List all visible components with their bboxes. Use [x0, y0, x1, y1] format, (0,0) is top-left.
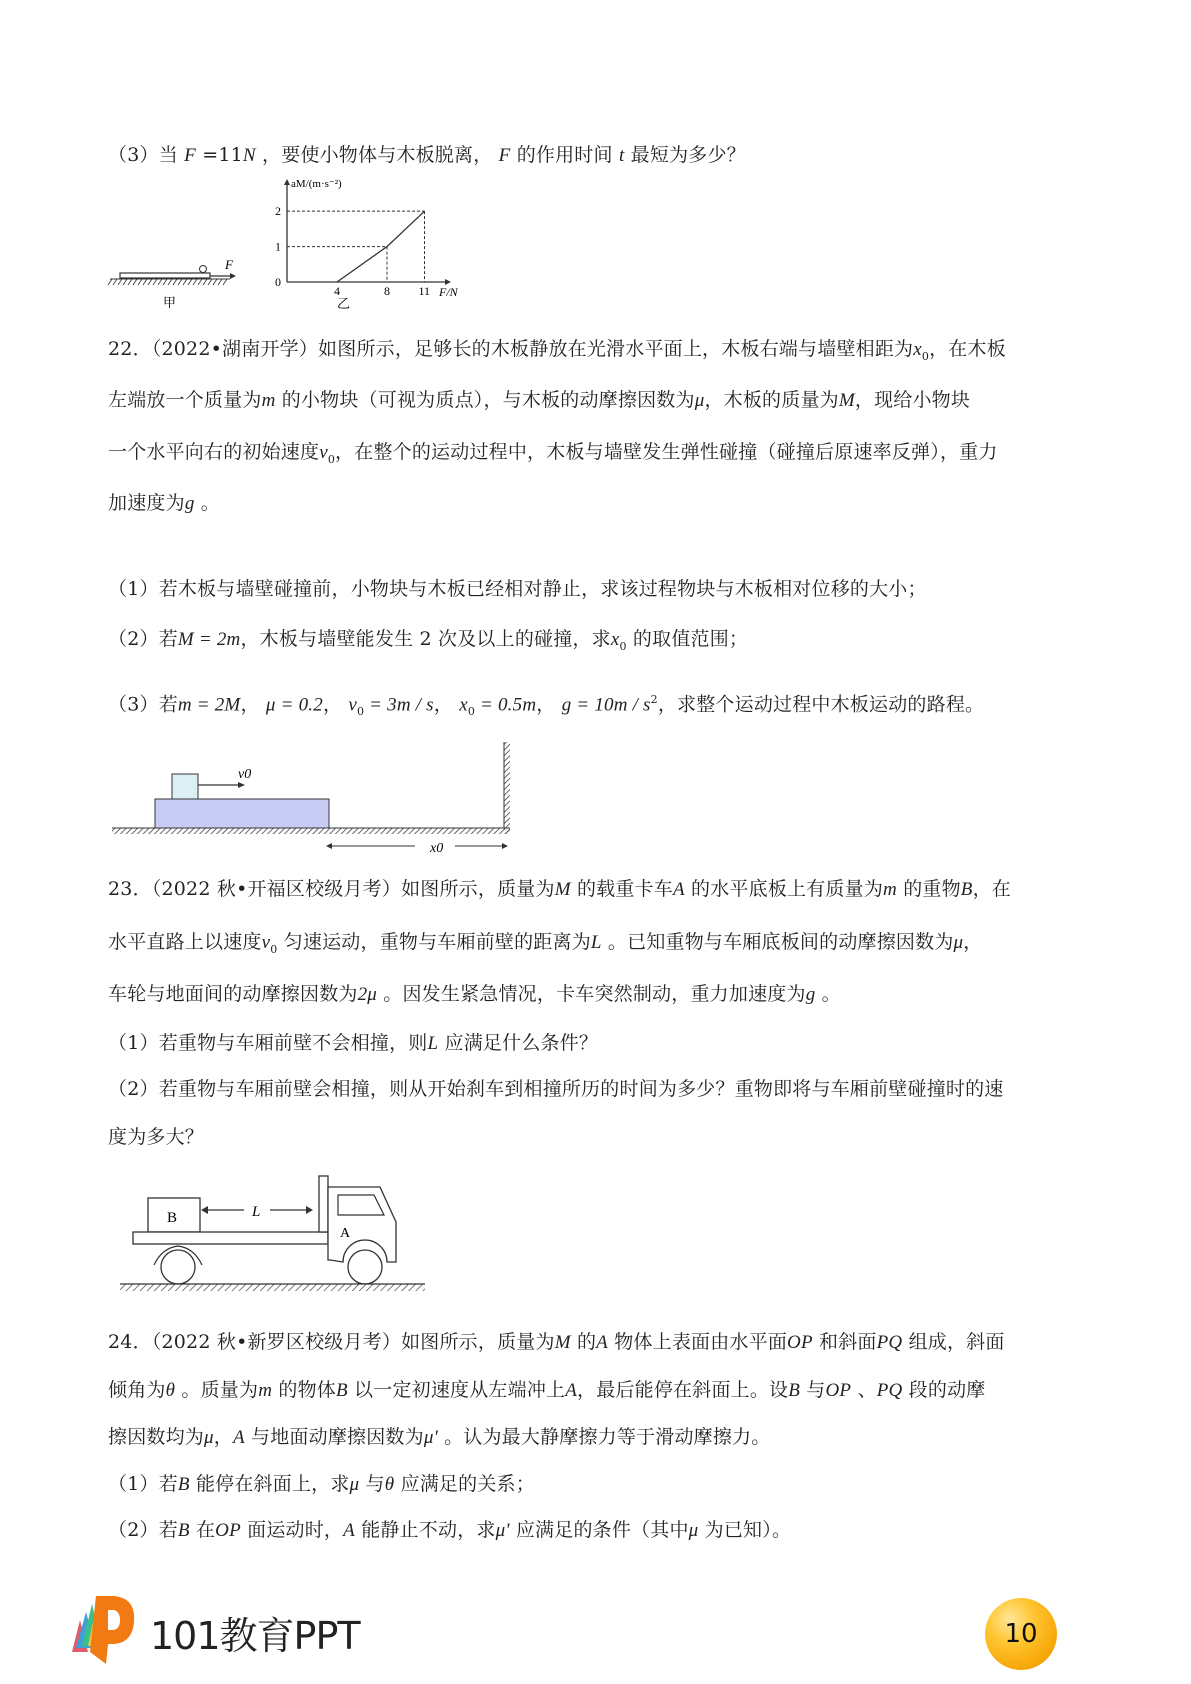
q22-part1: （1）若木板与墙壁碰撞前，小物块与木板已经相对静止，求该过程物块与木板相对位移的大小； [108, 578, 927, 600]
q24-line1: 24．（2022 秋•新罗区校级月考）如图所示，质量为M 的A 物体上表面由水平面OP 和斜面PQ 组成，斜面 [108, 1331, 1005, 1353]
x-tick-label: 4 [334, 284, 340, 298]
small-object [200, 266, 207, 273]
q22-line1: 22．（2022•湖南开学）如图所示，足够长的木板静放在光滑水平面上，木板右端与墙壁相距为$x_0$，在木板 [108, 338, 1006, 363]
front-wheel [348, 1250, 382, 1284]
q24-line3: 擦因数均为μ，A 与地面动摩擦因数为μ' 。认为最大静摩擦力等于滑动摩擦力。 [108, 1426, 771, 1448]
brand-logo-icon [62, 1590, 142, 1670]
cargo-b-label: B [167, 1210, 178, 1226]
y-tick-label: 2 [275, 204, 281, 219]
board [155, 799, 329, 828]
figure-truck [110, 1172, 430, 1302]
page-number-badge [985, 1598, 1057, 1670]
v0-label: v0 [238, 767, 252, 782]
q23-part1: （1）若重物与车厢前壁不会相撞，则L 应满足什么条件？ [108, 1032, 599, 1054]
q22-part2: （2）若M = 2m，木板与墙壁能发生 2 次及以上的碰撞，求$x_0$ 的取值范围； [108, 628, 749, 653]
series-line [337, 211, 425, 282]
q22-line3: 一个水平向右的初始速度$v_0$，在整个的运动过程中，木板与墙壁发生弹性碰撞（碰撞后原速率反弹），重力 [108, 441, 998, 466]
truck-bed [133, 1232, 328, 1244]
q22-line2: 左端放一个质量为m 的小物块（可视为质点），与木板的动摩擦因数为μ，木板的质量为M，现给小物块 [108, 389, 971, 411]
force-label: F [225, 257, 233, 272]
x-tick-label: 8 [384, 284, 390, 298]
q21-part3: （3）当 F =11N ，要使小物体与木板脱离， F 的作用时间 t 最短为多少？ [108, 144, 746, 166]
chart-caption: 乙 [337, 297, 351, 312]
small-block [172, 774, 198, 799]
front-wall [319, 1176, 328, 1232]
figure-jia-caption: 甲 [163, 296, 177, 311]
x-tick-label: 11 [418, 284, 431, 298]
q24-part2: （2）若B 在OP 面运动时，A 能静止不动，求μ' 应满足的条件（其中μ 为已知）。 [108, 1519, 792, 1541]
q23-part2: （2）若重物与车厢前壁会相撞，则从开始刹车到相撞所历的时间为多少？重物即将与车厢前壁碰撞时的速 [108, 1078, 1004, 1100]
truck-a-label: A [340, 1226, 351, 1241]
y-axis-arrow [284, 179, 290, 185]
q23-part2-cont: 度为多大？ [108, 1126, 205, 1148]
q24-line2: 倾角为θ 。质量为m 的物体B 以一定初速度从左端冲上A，最后能停在斜面上。设B 与OP 、PQ 段的动摩 [108, 1379, 986, 1401]
rear-wheel [161, 1250, 195, 1284]
x-axis-label: F/N [439, 285, 458, 299]
q24-part1: （1）若B 能停在斜面上，求μ 与θ 应满足的关系； [108, 1473, 535, 1495]
q22-part3: （3）若m = 2M， μ = 0.2， $v_0 = 3m / s$， $x_0 = 0.5m$， $g = 10m / s^2$，求整个运动过程中木板运动的路程。 [108, 693, 985, 719]
l-label: L [252, 1204, 261, 1220]
brand-name: 101教育PPT [150, 1614, 360, 1658]
x0-label: x0 [430, 841, 444, 856]
y-axis-label: aM/(m·s⁻²) [291, 178, 342, 190]
q23-line2: 水平直路上以速度$v_0$ 匀速运动，重物与车厢前壁的距离为L 。已知重物与车厢底板间的动摩擦因数为μ， [108, 931, 983, 956]
figure-q22 [110, 742, 520, 862]
page-number: 10 [1004, 1619, 1038, 1649]
ground [112, 828, 510, 834]
q22-line4: 加速度为g 。 [108, 492, 220, 514]
q23-line3: 车轮与地面间的动摩擦因数为2μ 。因发生紧急情况，卡车突然制动，重力加速度为g 。 [108, 983, 841, 1005]
y-tick-label: 1 [275, 239, 281, 254]
board [120, 273, 210, 278]
figure-jia [105, 255, 245, 335]
q23-line1: 23．（2022 秋•开福区校级月考）如图所示，质量为M 的载重卡车A 的水平底板上有质量为m 的重物B，在 [108, 878, 1012, 900]
wall [504, 742, 510, 834]
figure-yi-chart [265, 178, 465, 335]
y-tick-label: 0 [275, 275, 281, 289]
